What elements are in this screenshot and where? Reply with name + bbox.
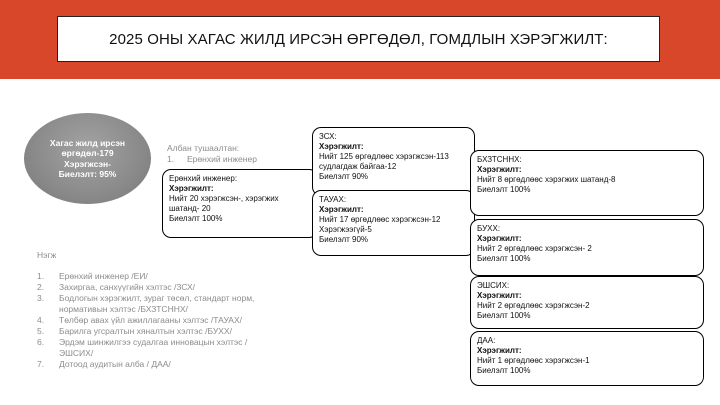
- list-item-text: Төлбөр авах үйл ажиллагааны хэлтэс /ТАУАХ/: [59, 315, 243, 325]
- card-buhh: [470, 219, 704, 276]
- list-item-number: 1.: [37, 271, 45, 281]
- summary-line-2: өргөдөл-179: [61, 148, 114, 158]
- card-result: Биелэлт 100%: [477, 311, 531, 320]
- card-subheading: Хэрэгжилт:: [477, 346, 522, 355]
- summary-circle: [24, 113, 151, 204]
- card-bhztsnnh: [470, 150, 704, 216]
- card-subheading: Хэрэгжилт:: [477, 291, 522, 300]
- list-item: [37, 293, 277, 315]
- summary-line-3: Хэрэгжсэн-: [64, 158, 111, 169]
- card-result: Биелэлт 100%: [477, 254, 531, 263]
- card-text: Нийт 20 хэрэгжсэн-, хэрэгжих шатанд- 20: [169, 194, 279, 213]
- card-heading: ЭШСИХ:: [477, 281, 510, 290]
- list-item-text: Барилга угсралтын хяналтын хэлтэс /БУХХ/: [59, 326, 232, 336]
- card-text: Нийт 2 өргөдлөөс хэрэгжсэн-2: [477, 301, 590, 310]
- card-result: Биелэлт 100%: [169, 214, 223, 223]
- card-result: Биелэлт 100%: [477, 185, 531, 194]
- card-text: Нийт 1 өргөдлөөс хэрэгжсэн-1: [477, 356, 590, 365]
- card-heading: ЗСХ:: [319, 132, 337, 141]
- card-tauah: [312, 190, 475, 256]
- card-text: Нийт 17 өргөдлөөс хэрэгжсэн-12 Хэрэгжээгүй-5: [319, 215, 441, 234]
- list-item: [37, 337, 277, 359]
- list-item-number: 6.: [37, 337, 45, 347]
- list-item-number: 5.: [37, 326, 45, 336]
- assignment-item: [167, 154, 257, 165]
- card-heading: Ерөнхий инженер:: [169, 174, 238, 183]
- card-result: Биелэлт 90%: [319, 235, 369, 244]
- card-subheading: Хэрэгжилт:: [319, 205, 364, 214]
- card-heading: ДАА:: [477, 336, 496, 345]
- list-item: [37, 359, 277, 370]
- summary-line-4: Биелэлт: 95%: [58, 169, 117, 179]
- card-zsh: [312, 127, 475, 196]
- card-text: Нийт 2 өргөдлөөс хэрэгжсэн- 2: [477, 244, 592, 253]
- list-item-text: Эрдэм шинжилгээ судалгаа инновацын хэлтэс /ЭШСИХ/: [59, 337, 248, 358]
- card-subheading: Хэрэгжилт:: [169, 184, 214, 193]
- card-subheading: Хэрэгжилт:: [319, 142, 364, 151]
- list-item: [37, 326, 277, 337]
- card-chief-engineer: [162, 169, 318, 238]
- list-item-number: 3.: [37, 293, 45, 303]
- summary-line-1: Хагас жилд ирсэн: [49, 137, 126, 148]
- card-text: Нийт 125 өргөдлөөс хэрэгжсэн-113 судлагдаж байгаа-12: [319, 152, 449, 171]
- card-heading: БХЗТСННХ:: [477, 155, 522, 164]
- assignment-label: Албан тушаалтан:: [167, 143, 240, 153]
- list-item-text: Ерөнхий инженер /ЕИ/: [59, 271, 148, 281]
- slide-title: 2025 ОНЫ ХАГАС ЖИЛД ИРСЭН ӨРГӨДӨЛ, ГОМДЛЫН ХЭРЭГЖИЛТ:: [57, 16, 660, 62]
- list-item-text: Дотоод аудитын алба / ДАА/: [59, 359, 171, 369]
- card-heading: ТАУАХ:: [319, 195, 347, 204]
- card-heading: БУХХ:: [477, 224, 501, 233]
- list-item-number: 7.: [37, 359, 45, 369]
- list-item: [37, 315, 277, 326]
- card-daa: [470, 331, 704, 386]
- assignment-number: 1.: [167, 154, 175, 164]
- card-subheading: Хэрэгжилт:: [477, 234, 522, 243]
- units-label: Нэгж: [37, 250, 57, 260]
- units-list: [37, 271, 277, 370]
- card-text: Нийт 8 өргөдлөөс хэрэгжих шатанд-8: [477, 175, 616, 184]
- card-subheading: Хэрэгжилт:: [477, 165, 522, 174]
- list-item-number: 2.: [37, 282, 45, 292]
- list-item-text: Бодлогын хэрэгжилт, зураг төсөл, стандарт норм, нормативын хэлтэс /БХЗТСННХ/: [59, 293, 255, 314]
- assignment-text: Ерөнхий инженер: [187, 154, 257, 164]
- list-item-number: 4.: [37, 315, 45, 325]
- card-eshsih: [470, 276, 704, 329]
- list-item: [37, 271, 277, 282]
- card-result: Биелэлт 100%: [477, 366, 531, 375]
- list-item-text: Захиргаа, санхүүгийн хэлтэс /ЗСХ/: [59, 282, 196, 292]
- list-item: [37, 282, 277, 293]
- card-result: Биелэлт 90%: [319, 172, 369, 181]
